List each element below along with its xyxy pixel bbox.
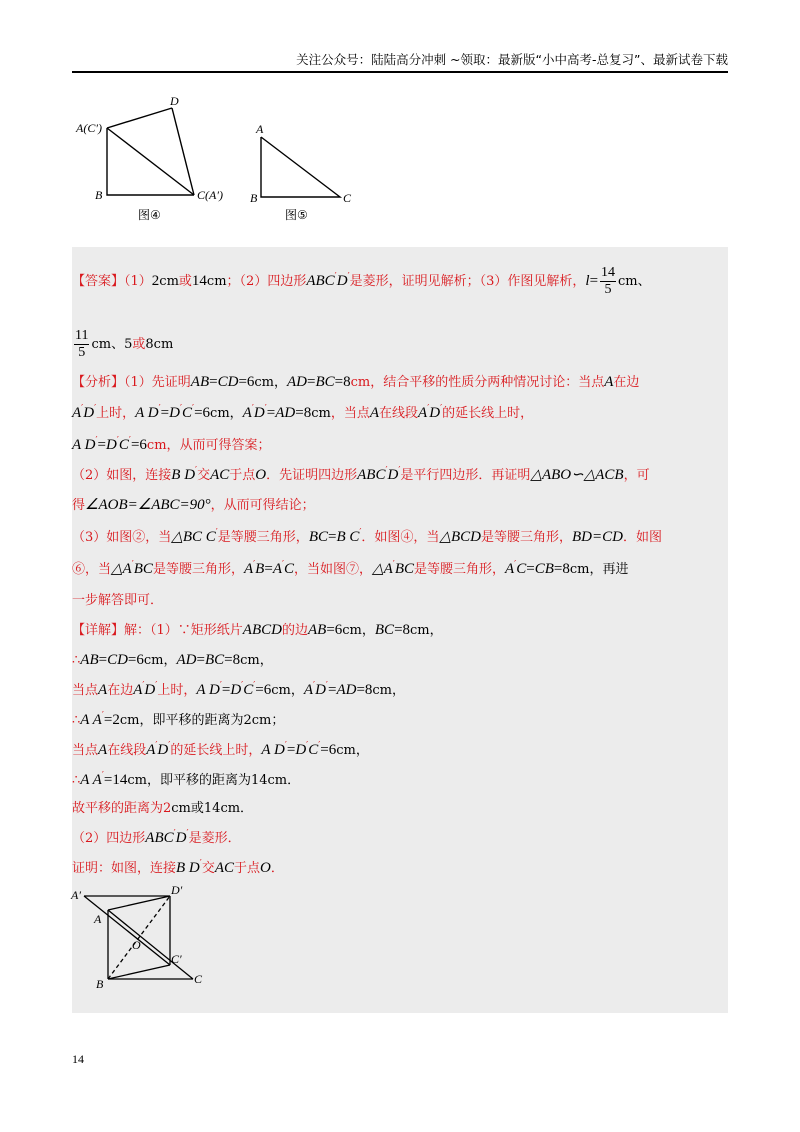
detail-line-9: 证明：如图，连接B D′交AC于点O． — [72, 859, 284, 876]
analysis-line-1: 【分析】（1）先证明AB=CD=6cm，AD=BC=8cm，结合平移的性质分两种情况讨论：当点A在边 — [72, 374, 640, 390]
figure-4-caption: 图④ — [138, 208, 161, 222]
label-d: D — [170, 94, 179, 108]
label-c: C — [343, 191, 352, 205]
analysis-line-5: 得∠AOB=∠ABC=90°，从而可得结论； — [72, 497, 315, 513]
label-d-prime: D′ — [171, 883, 183, 897]
label-b: B — [95, 188, 103, 202]
detail-line-1: 【详解】解：（1）∵矩形纸片ABCD的边AB=6cm，BC=8cm， — [72, 622, 443, 638]
label-c-a-prime: C(A′) — [197, 188, 223, 202]
fraction-11-5: $\frac{11}{5}$ — [75, 328, 89, 360]
detail-line-4: ∴A A′=2cm，即平移的距离为2cm； — [72, 711, 285, 728]
answer-line-1: 【答案】（1）2cm或14cm；（2）四边形ABC′D′是菱形，证明见解析；（3）作图见解析，l= $\frac{14}{5}$ cm、 — [72, 265, 651, 297]
page-number: 14 — [72, 1052, 84, 1066]
header-rule — [72, 71, 728, 73]
detail-line-7: 故平移的距离为2cm或14cm． — [72, 801, 254, 816]
label-b: B — [96, 977, 104, 991]
analysis-line-4: （2）如图，连接B D′交AC于点O．先证明四边形ABC′D′是平行四边形．再证明△ABO∽△ACB，可 — [72, 466, 650, 483]
page-header: 关注公众号：陆陆高分冲刺 ~领取：最新版“小中高考-总复习”、最新试卷下载 — [296, 52, 728, 67]
figure-4 — [76, 92, 250, 212]
label-a: A — [256, 122, 264, 136]
analysis-line-3: A D′=D′C′=6cm，从而可得答案； — [72, 436, 271, 453]
detail-line-3: 当点A在边A′D′上时，A D′=D′C′=6cm，A′D′=AD=8cm， — [72, 681, 406, 698]
label-a-c-prime: A(C′) — [76, 121, 102, 135]
label-c: C — [194, 972, 203, 986]
detail-line-6: ∴A A′=14cm，即平移的距离为14cm． — [72, 771, 301, 788]
label-a: A — [94, 912, 102, 926]
label-c-prime: C′ — [171, 952, 182, 966]
analysis-line-2: A′D′上时，A D′=D′C′=6cm，A′D′=AD=8cm，当点A在线段A′D′的延长线上时， — [72, 404, 534, 421]
figure-5-caption: 图⑤ — [285, 208, 308, 222]
answer-line-2: $\frac{11}{5}$ cm、5或8cm — [75, 328, 174, 360]
label-o: O — [132, 938, 141, 952]
detail-line-5: 当点A在线段A′D′的延长线上时，A D′=D′C′=6cm， — [72, 741, 369, 758]
analysis-line-6: （3）如图②，当△BC C′是等腰三角形，BC=B C′．如图④，当△BCD是等腰三角形，BD=CD．如图 — [72, 528, 662, 545]
label-a-prime: A′ — [71, 888, 81, 902]
fraction-14-5: $\frac{14}{5}$ — [601, 265, 616, 297]
analysis-line-8: 一步解答即可． — [72, 593, 164, 608]
detail-line-8: （2）四边形ABC′D′是菱形． — [72, 829, 241, 846]
figure-rhombus — [68, 882, 218, 994]
figure-5 — [250, 120, 360, 210]
detail-line-2: ∴AB=CD=6cm，AD=BC=8cm， — [72, 652, 273, 668]
analysis-line-7: ⑥，当△A′BC是等腰三角形，A′B=A′C，当如图⑦，△A′BC是等腰三角形，A′C=CB=8cm，再进 — [72, 560, 629, 577]
label-b: B — [250, 191, 258, 205]
